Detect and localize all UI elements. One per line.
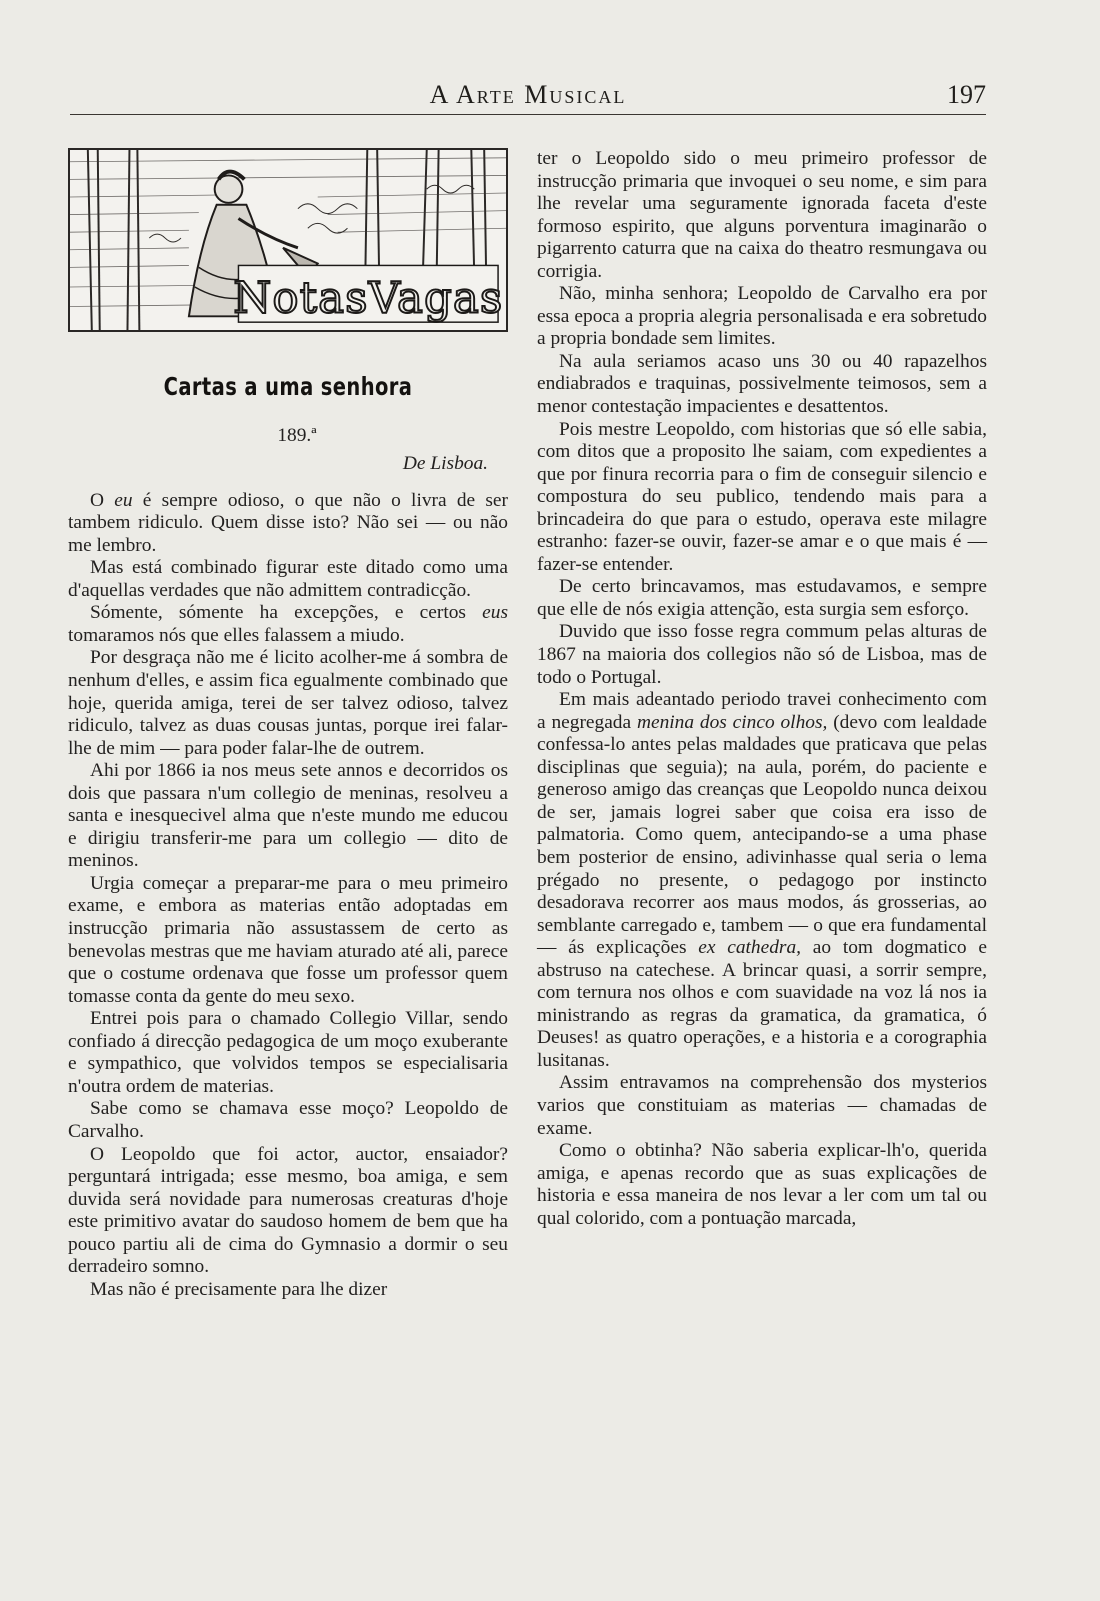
- running-head: [70, 78, 986, 115]
- paragraph: ter o Leopoldo sido o meu primeiro professor de instrucção primaria que invoquei o seu nome, e sim para lhe revelar uma seguramente ignorada faceta d'este formoso espirito, que alguns porventura imaginarão o pigarrento caturra que na caixa do theatro resmungava ou corrigia.: [537, 148, 987, 282]
- paragraph: Sabe como se chamava esse moço? Leopoldo de Carvalho.: [68, 1098, 508, 1142]
- paragraph: Mas está combinado figurar este ditado como uma d'aquellas verdades que não admittem contradicção.: [68, 557, 508, 601]
- banner-text: NotasVagas: [233, 273, 504, 324]
- left-column: [68, 148, 508, 1301]
- paragraph: Assim entravamos na comprehensão dos mysterios varios que constituiam as materias — chamadas de exame.: [537, 1072, 987, 1139]
- woodcut-forest-image: [70, 150, 506, 330]
- paragraph: Duvido que isso fosse regra commum pelas alturas de 1867 na maioria dos collegios não só de Lisboa, mas de todo o Portugal.: [537, 621, 987, 688]
- paragraph: O Leopoldo que foi actor, auctor, ensaiador? perguntará intrigada; esse mesmo, boa amiga, e sem duvida será novidade para numerosas creaturas d'hoje este primitivo avatar do saudoso homem de bem que ha pouco partiu ali de cima do Gymnasio a dormir o seu derradeiro somno.: [68, 1143, 508, 1278]
- paragraph: De certo brincavamos, mas estudavamos, e sempre que elle de nós exigia attenção, esta surgia sem esforço.: [537, 576, 987, 620]
- dateline: De Lisboa.: [402, 453, 488, 475]
- page-number: 197: [947, 80, 986, 109]
- letter-number: 189.ª: [277, 424, 317, 446]
- paragraph: Como o obtinha? Não saberia explicar-lh'o, querida amiga, e apenas recordo que as suas explicações de historia e essa maneira de nos levar a ler com um tal ou qual colorido, com a pontuação marcada,: [537, 1140, 987, 1229]
- paragraph: Em mais adeantado periodo travei conhecimento com a negregada menina dos cinco olhos, (devo com lealdade confessa-lo antes pelas maldades que praticava que pelas disciplinas que seguia); na aula, porém, do paciente e generoso amigo das creanças que Leopoldo nunca deixou de ser, jamais logrei saber que coisa era isso de palmatoria. Como quem, antecipando-se a uma phase bem posterior de ensino, adivinhasse qual seria o lema prégado no presente, o pedagogo por instincto desadorava recorrer aos maus modos, ás grosserias, ao semblante carregado e, tambem — o que era fundamental — ás explicações ex cathedra, ao tom dogmatico e abstruso na catechese. A brincar quasi, a sorrir sempre, com ternura nos olhos e com suavidade na voz lá nos ia ministrando as regras da gramatica, da gramatica, ó Deuses! as quatro operações, e a historia e a corographia lusitanas.: [537, 689, 988, 1071]
- paragraph: Pois mestre Leopoldo, com historias que só elle sabia, com ditos que a proposito lhe saiam, com expedientes a que por finura recorria para o fim de conseguir silencio e compostura do seu publico, tendendo mais para a brincadeira do que para o estudo, operava este milagre estranho: fazer-se ouvir, fazer-se amar e o que mais é — fazer-se entender.: [537, 418, 987, 575]
- italic-word: eus: [482, 602, 508, 624]
- section-title: Cartas a uma senhora: [163, 372, 413, 401]
- italic-phrase: ex cathedra,: [698, 937, 802, 959]
- paragraph: O eu é sempre odioso, o que não o livra de ser tambem ridiculo. Quem disse isto? Não sei — ou não me lembro.: [68, 489, 508, 556]
- paragraph: Urgia começar a preparar-me para o meu primeiro exame, e embora as materias então adoptadas em instrucção primaria não assustassem de certo as benevolas mestras que me haviam aturado até ali, parece que o costume ordenava que fosse um professor quem tomasse conta da gente do meu sexo.: [68, 872, 508, 1007]
- italic-phrase: menina dos cinco olhos,: [636, 711, 828, 733]
- running-title: A Arte Musical: [429, 80, 627, 109]
- paragraph: Sómente, sómente ha excepções, e certos eus tomaramos nós que elles falassem a miudo.: [68, 602, 508, 646]
- paragraph: Ahi por 1866 ia nos meus sete annos e decorridos os dois que passara n'um collegio de meninas, resolveu a santa e inesquecivel alma que n'este mundo me educou e dirigiu transferir-me para um collegio — dito de meninos.: [68, 760, 508, 872]
- italic-word: eu: [114, 489, 133, 511]
- paragraph: Não, minha senhora; Leopoldo de Carvalho era por essa epoca a propria alegria personalisada e era sobretudo a propria bondade sem limites.: [537, 283, 987, 350]
- paragraph: Entrei pois para o chamado Collegio Villar, sendo confiado á direcção pedagogica de um moço exuberante e sympathico, que volvidos tempos se especialisaria n'outra ordem de materias.: [68, 1008, 508, 1097]
- notas-vagas-illustration: [68, 148, 508, 332]
- paragraph: Por desgraça não me é licito acolher-me á sombra de nenhum d'elles, e assim fica egualmente combinado que hoje, querida amiga, terei de ser talvez odioso, talvez ridiculo, talvez as duas cousas juntas, porque irei falar-lhe de mim — para poder falar-lhe de outrem.: [68, 647, 508, 759]
- right-column: [537, 148, 987, 1230]
- paragraph: Na aula seriamos acaso uns 30 ou 40 rapazelhos endiabrados e traquinas, possivelmente teimosos, sem a menor contestação impacientes e desattentos.: [537, 350, 987, 418]
- paragraph: Mas não é precisamente para lhe dizer: [90, 1278, 388, 1300]
